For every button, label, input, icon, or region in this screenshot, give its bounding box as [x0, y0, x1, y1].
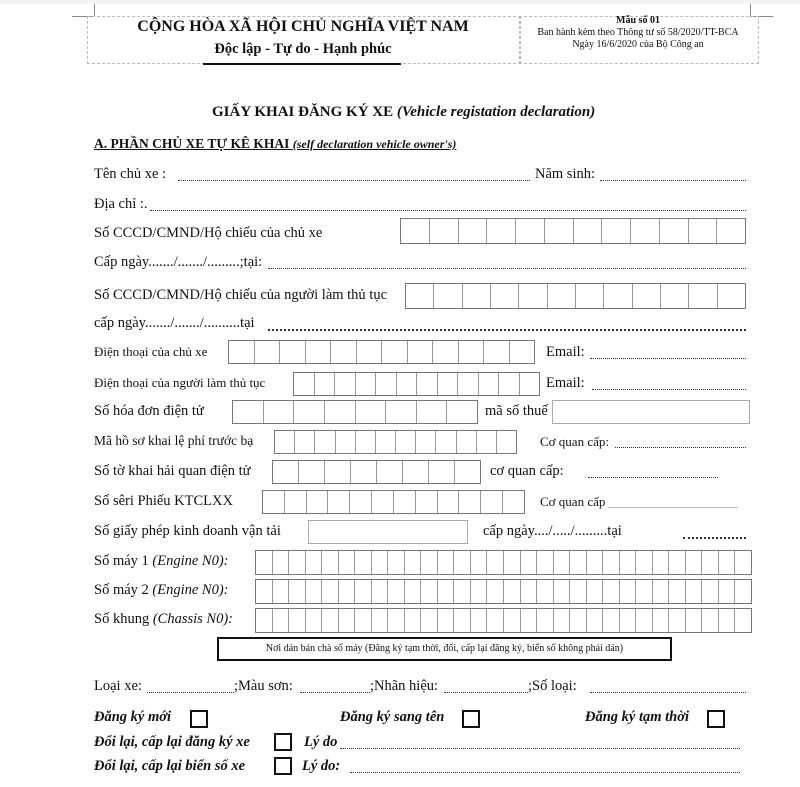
- digit-cell[interactable]: [669, 580, 686, 603]
- ktclxx-boxes[interactable]: [262, 490, 525, 514]
- ktclxx-label: Số sêri Phiếu KTCLXX: [94, 493, 233, 509]
- digit-cell[interactable]: [306, 609, 323, 632]
- digit-cell[interactable]: [382, 341, 408, 363]
- digit-cell[interactable]: [429, 461, 455, 483]
- customs-issuer-label: cơ quan cấp:: [490, 463, 564, 479]
- digit-cell[interactable]: [438, 580, 455, 603]
- digit-cell[interactable]: [471, 551, 488, 574]
- digit-cell[interactable]: [264, 401, 295, 423]
- digit-cell[interactable]: [294, 373, 315, 395]
- digit-cell[interactable]: [438, 373, 459, 395]
- digit-cell[interactable]: [686, 551, 703, 574]
- digit-cell[interactable]: [735, 551, 751, 574]
- digit-cell[interactable]: [457, 431, 477, 453]
- option-new-label: Đăng ký mới: [94, 709, 172, 725]
- engine1-label-en: (Engine N0):: [152, 553, 229, 569]
- fee-issuer-label: Cơ quan cấp:: [540, 434, 609, 449]
- digit-cell[interactable]: [386, 401, 417, 423]
- digit-cell[interactable]: [719, 580, 736, 603]
- digit-cell[interactable]: [602, 219, 631, 243]
- digit-cell[interactable]: [735, 580, 751, 603]
- digit-cell[interactable]: [273, 580, 290, 603]
- model-input[interactable]: [590, 692, 746, 693]
- form-title-vi: GIẤY KHAI ĐĂNG KÝ XE: [212, 104, 394, 120]
- e-invoice-boxes[interactable]: [232, 400, 478, 424]
- digit-cell[interactable]: [388, 609, 405, 632]
- digit-cell[interactable]: [686, 609, 703, 632]
- owner-name-input[interactable]: [178, 180, 530, 181]
- digit-cell[interactable]: [653, 609, 670, 632]
- digit-cell[interactable]: [516, 219, 545, 243]
- digit-cell[interactable]: [403, 461, 429, 483]
- digit-cell[interactable]: [408, 341, 434, 363]
- transport-license-input[interactable]: [308, 520, 468, 544]
- digit-cell[interactable]: [295, 431, 315, 453]
- owner-email-label: Email:: [546, 344, 585, 360]
- owner-name-label: Tên chủ xe :: [94, 166, 167, 182]
- digit-cell[interactable]: [719, 609, 736, 632]
- digit-cell[interactable]: [487, 219, 516, 243]
- agent-email-input[interactable]: [592, 389, 746, 390]
- digit-cell[interactable]: [356, 373, 377, 395]
- digit-cell[interactable]: [669, 609, 686, 632]
- owner-id-boxes[interactable]: [400, 218, 746, 244]
- digit-cell[interactable]: [339, 580, 356, 603]
- digit-cell[interactable]: [574, 219, 603, 243]
- customs-boxes[interactable]: [272, 460, 481, 484]
- fee-file-boxes[interactable]: [274, 430, 517, 454]
- digit-cell[interactable]: [273, 461, 299, 483]
- digit-cell[interactable]: [433, 341, 459, 363]
- digit-cell[interactable]: [416, 431, 436, 453]
- digit-cell[interactable]: [285, 491, 307, 513]
- digit-cell[interactable]: [717, 219, 745, 243]
- owner-phone-label: Điện thoại của chủ xe: [94, 344, 208, 359]
- digit-cell[interactable]: [322, 609, 339, 632]
- digit-cell[interactable]: [669, 551, 686, 574]
- digit-cell[interactable]: [702, 580, 719, 603]
- form-number: Mẫu số 01: [616, 15, 660, 26]
- digit-cell[interactable]: [702, 609, 719, 632]
- digit-cell[interactable]: [372, 580, 389, 603]
- digit-cell[interactable]: [372, 551, 389, 574]
- chassis-label-en: (Chassis N0):: [152, 611, 233, 627]
- agent-id-label: Số CCCD/CMND/Hộ chiếu của người làm thủ tục: [94, 287, 388, 303]
- agent-phone-boxes[interactable]: [293, 372, 540, 396]
- digit-cell[interactable]: [351, 461, 377, 483]
- digit-cell[interactable]: [603, 609, 620, 632]
- section-a-vi: A. PHẦN CHỦ XE TỰ KÊ KHAI: [94, 136, 290, 151]
- option-temporary-checkbox[interactable]: [707, 710, 725, 728]
- digit-cell[interactable]: [355, 551, 372, 574]
- digit-cell[interactable]: [421, 580, 438, 603]
- digit-cell[interactable]: [306, 551, 323, 574]
- digit-cell[interactable]: [405, 609, 422, 632]
- digit-cell[interactable]: [689, 284, 717, 308]
- tax-code-label: mã số thuế: [485, 403, 548, 419]
- digit-cell[interactable]: [273, 609, 290, 632]
- chassis-label-vi: Số khung: [94, 611, 150, 627]
- digit-cell[interactable]: [660, 219, 689, 243]
- digit-cell[interactable]: [718, 284, 745, 308]
- reason1-input[interactable]: [340, 748, 740, 749]
- motto: Độc lập - Tự do - Hạnh phúc: [214, 41, 392, 57]
- option-transfer-label: Đăng ký sang tên: [340, 709, 445, 725]
- digit-cell[interactable]: [587, 580, 604, 603]
- digit-cell[interactable]: [315, 431, 335, 453]
- digit-cell[interactable]: [331, 341, 357, 363]
- agent-id-issued-label: cấp ngày......./......./..........tại: [94, 315, 255, 331]
- digit-cell[interactable]: [406, 284, 434, 308]
- digit-cell[interactable]: [519, 284, 547, 308]
- chassis-boxes[interactable]: [255, 608, 752, 633]
- option-transfer-checkbox[interactable]: [462, 710, 480, 728]
- digit-cell[interactable]: [620, 551, 637, 574]
- digit-cell[interactable]: [377, 461, 403, 483]
- e-invoice-label: Số hóa đơn điện tử: [94, 403, 204, 419]
- digit-cell[interactable]: [417, 401, 448, 423]
- engine1-label-vi: Số máy 1: [94, 553, 149, 569]
- digit-cell[interactable]: [554, 609, 571, 632]
- digit-cell[interactable]: [587, 551, 604, 574]
- digit-cell[interactable]: [289, 551, 306, 574]
- digit-cell[interactable]: [510, 341, 535, 363]
- digit-cell[interactable]: [339, 551, 356, 574]
- agent-phone-label: Điện thoại của người làm thủ tục: [94, 375, 266, 390]
- digit-cell[interactable]: [504, 551, 521, 574]
- reason1-label: Lý do: [304, 734, 338, 750]
- digit-cell[interactable]: [416, 491, 438, 513]
- digit-cell[interactable]: [394, 491, 416, 513]
- digit-cell[interactable]: [554, 551, 571, 574]
- digit-cell[interactable]: [454, 609, 471, 632]
- digit-cell[interactable]: [325, 461, 351, 483]
- country-name: CỘNG HÒA XÃ HỘI CHỦ NGHĨA VIỆT NAM: [137, 18, 469, 35]
- digit-cell[interactable]: [372, 609, 389, 632]
- brand-input[interactable]: [444, 692, 528, 693]
- digit-cell[interactable]: [471, 609, 488, 632]
- digit-cell[interactable]: [294, 401, 325, 423]
- digit-cell[interactable]: [396, 431, 416, 453]
- digit-cell[interactable]: [471, 580, 488, 603]
- customs-issuer-input[interactable]: [588, 477, 718, 478]
- digit-cell[interactable]: [576, 284, 604, 308]
- digit-cell[interactable]: [521, 580, 538, 603]
- digit-cell[interactable]: [405, 551, 422, 574]
- vehicle-type-label: Loại xe:: [94, 678, 142, 694]
- digit-cell[interactable]: [491, 284, 519, 308]
- digit-cell[interactable]: [447, 401, 477, 423]
- digit-cell[interactable]: [339, 609, 356, 632]
- color-input[interactable]: [300, 692, 370, 693]
- agent-id-place-input[interactable]: [268, 329, 746, 331]
- digit-cell[interactable]: [438, 551, 455, 574]
- digit-cell[interactable]: [477, 431, 497, 453]
- color-label: ;Màu sơn:: [234, 678, 293, 694]
- birth-year-input[interactable]: [600, 180, 746, 181]
- digit-cell[interactable]: [521, 609, 538, 632]
- engine-rubbing-area: Nơi dán bản chà số máy (Đăng ký tạm thời, đổi, cấp lại đăng ký, biển số không phải dán): [217, 637, 672, 661]
- agent-id-boxes[interactable]: [405, 283, 746, 309]
- digit-cell[interactable]: [307, 491, 329, 513]
- digit-cell[interactable]: [459, 219, 488, 243]
- birth-year-label: Năm sinh:: [535, 166, 596, 182]
- digit-cell[interactable]: [548, 284, 576, 308]
- digit-cell[interactable]: [620, 609, 637, 632]
- digit-cell[interactable]: [458, 373, 479, 395]
- digit-cell[interactable]: [397, 373, 418, 395]
- digit-cell[interactable]: [376, 431, 396, 453]
- form-title-en: (Vehicle registation declaration): [396, 104, 596, 120]
- digit-cell[interactable]: [388, 551, 405, 574]
- digit-cell[interactable]: [438, 491, 460, 513]
- customs-label: Số tờ khai hải quan điện tử: [94, 463, 251, 479]
- digit-cell[interactable]: [499, 373, 520, 395]
- digit-cell[interactable]: [388, 580, 405, 603]
- engine2-boxes[interactable]: [255, 579, 752, 604]
- digit-cell[interactable]: [436, 431, 456, 453]
- digit-cell[interactable]: [459, 341, 485, 363]
- digit-cell[interactable]: [328, 491, 350, 513]
- digit-cell[interactable]: [487, 609, 504, 632]
- digit-cell[interactable]: [653, 580, 670, 603]
- digit-cell[interactable]: [356, 431, 376, 453]
- transport-license-label: Số giấy phép kinh doanh vận tải: [94, 523, 281, 539]
- digit-cell[interactable]: [306, 580, 323, 603]
- digit-cell[interactable]: [405, 580, 422, 603]
- digit-cell[interactable]: [636, 551, 653, 574]
- digit-cell[interactable]: [454, 580, 471, 603]
- transport-place-input[interactable]: [683, 537, 746, 539]
- digit-cell[interactable]: [570, 551, 587, 574]
- digit-cell[interactable]: [273, 551, 290, 574]
- digit-cell[interactable]: [636, 580, 653, 603]
- digit-cell[interactable]: [735, 609, 751, 632]
- ktclxx-issuer-input[interactable]: [608, 507, 738, 508]
- digit-cell[interactable]: [430, 219, 459, 243]
- digit-cell[interactable]: [537, 580, 554, 603]
- option-reissue-plate-label: Đổi lại, cấp lại biển số xe: [94, 758, 246, 774]
- digit-cell[interactable]: [653, 551, 670, 574]
- digit-cell[interactable]: [350, 491, 372, 513]
- digit-cell[interactable]: [633, 284, 661, 308]
- digit-cell[interactable]: [280, 341, 306, 363]
- digit-cell[interactable]: [336, 431, 356, 453]
- model-label: ;Số loại:: [528, 678, 577, 694]
- form-issued-by: Ban hành kèm theo Thông tư số 58/2020/TT-BCA: [537, 27, 739, 38]
- digit-cell[interactable]: [421, 551, 438, 574]
- digit-cell[interactable]: [299, 461, 325, 483]
- digit-cell[interactable]: [554, 580, 571, 603]
- tax-code-input[interactable]: [552, 400, 750, 424]
- digit-cell[interactable]: [484, 341, 510, 363]
- digit-cell[interactable]: [603, 580, 620, 603]
- digit-cell[interactable]: [479, 373, 500, 395]
- digit-cell[interactable]: [631, 219, 660, 243]
- form-title: [212, 104, 595, 121]
- digit-cell[interactable]: [459, 491, 481, 513]
- option-reissue-reg-label: Đổi lại, cấp lại đăng ký xe: [94, 734, 250, 750]
- digit-cell[interactable]: [233, 401, 264, 423]
- agent-email-label: Email:: [546, 375, 585, 391]
- chassis-label: [94, 611, 233, 628]
- digit-cell[interactable]: [455, 461, 480, 483]
- digit-cell[interactable]: [487, 580, 504, 603]
- digit-cell[interactable]: [289, 609, 306, 632]
- section-a-en: (self declaration vehicle owner's): [292, 137, 457, 151]
- digit-cell[interactable]: [570, 609, 587, 632]
- reason2-input[interactable]: [350, 772, 740, 773]
- motto-underline: [203, 63, 401, 65]
- engine2-label: [94, 582, 229, 599]
- digit-cell[interactable]: [275, 431, 295, 453]
- owner-id-label: Số CCCD/CMND/Hộ chiếu của chủ xe: [94, 225, 323, 241]
- owner-phone-boxes[interactable]: [228, 340, 535, 364]
- digit-cell[interactable]: [570, 580, 587, 603]
- engine1-label: [94, 553, 229, 570]
- brand-label: ;Nhãn hiệu:: [370, 678, 439, 694]
- digit-cell[interactable]: [372, 491, 394, 513]
- digit-cell[interactable]: [587, 609, 604, 632]
- address-input[interactable]: [150, 210, 746, 211]
- engine1-boxes[interactable]: [255, 550, 752, 575]
- digit-cell[interactable]: [335, 373, 356, 395]
- digit-cell[interactable]: [520, 373, 540, 395]
- digit-cell[interactable]: [256, 551, 273, 574]
- digit-cell[interactable]: [487, 551, 504, 574]
- digit-cell[interactable]: [255, 341, 281, 363]
- digit-cell[interactable]: [686, 580, 703, 603]
- digit-cell[interactable]: [401, 219, 430, 243]
- digit-cell[interactable]: [438, 609, 455, 632]
- digit-cell[interactable]: [263, 491, 285, 513]
- digit-cell[interactable]: [481, 491, 503, 513]
- digit-cell[interactable]: [421, 609, 438, 632]
- reason2-label: Lý do:: [302, 758, 341, 774]
- digit-cell[interactable]: [289, 580, 306, 603]
- fee-file-label: Mã hồ sơ khai lệ phí trước bạ: [94, 433, 254, 448]
- section-a-heading: [94, 136, 456, 152]
- digit-cell[interactable]: [417, 373, 438, 395]
- digit-cell[interactable]: [689, 219, 718, 243]
- digit-cell[interactable]: [256, 580, 273, 603]
- digit-cell[interactable]: [537, 551, 554, 574]
- digit-cell[interactable]: [356, 401, 387, 423]
- digit-cell[interactable]: [325, 401, 356, 423]
- digit-cell[interactable]: [636, 609, 653, 632]
- digit-cell[interactable]: [357, 341, 383, 363]
- digit-cell[interactable]: [521, 551, 538, 574]
- form-issued-date: Ngày 16/6/2020 của Bộ Công an: [572, 39, 704, 50]
- digit-cell[interactable]: [661, 284, 689, 308]
- owner-id-place-input[interactable]: [268, 268, 746, 269]
- digit-cell[interactable]: [322, 551, 339, 574]
- digit-cell[interactable]: [306, 341, 332, 363]
- digit-cell[interactable]: [434, 284, 462, 308]
- digit-cell[interactable]: [256, 609, 273, 632]
- digit-cell[interactable]: [604, 284, 632, 308]
- engine2-label-en: (Engine N0):: [152, 582, 229, 598]
- option-reissue-plate-checkbox[interactable]: [274, 757, 292, 775]
- digit-cell[interactable]: [603, 551, 620, 574]
- option-reissue-reg-checkbox[interactable]: [274, 733, 292, 751]
- digit-cell[interactable]: [355, 609, 372, 632]
- digit-cell[interactable]: [719, 551, 736, 574]
- vehicle-type-input[interactable]: [147, 692, 234, 693]
- viewer-top-bar: [0, 0, 800, 4]
- ktclxx-issuer-label: Cơ quan cấp: [540, 494, 606, 509]
- digit-cell[interactable]: [497, 431, 516, 453]
- digit-cell[interactable]: [463, 284, 491, 308]
- digit-cell[interactable]: [322, 580, 339, 603]
- digit-cell[interactable]: [620, 580, 637, 603]
- address-label: Địa chỉ :.: [94, 196, 148, 212]
- owner-id-issued-label: Cấp ngày......./......./.........;tại:: [94, 254, 263, 270]
- option-new-checkbox[interactable]: [190, 710, 208, 728]
- digit-cell[interactable]: [504, 580, 521, 603]
- digit-cell[interactable]: [545, 219, 574, 243]
- digit-cell[interactable]: [537, 609, 554, 632]
- owner-email-input[interactable]: [590, 358, 746, 359]
- transport-issued-label: cấp ngày..../...../.........tại: [483, 523, 622, 539]
- digit-cell[interactable]: [454, 551, 471, 574]
- fee-issuer-input[interactable]: [615, 447, 746, 448]
- digit-cell[interactable]: [702, 551, 719, 574]
- digit-cell[interactable]: [315, 373, 336, 395]
- engine2-label-vi: Số máy 2: [94, 582, 149, 598]
- digit-cell[interactable]: [503, 491, 524, 513]
- digit-cell[interactable]: [355, 580, 372, 603]
- digit-cell[interactable]: [504, 609, 521, 632]
- digit-cell[interactable]: [229, 341, 255, 363]
- digit-cell[interactable]: [376, 373, 397, 395]
- option-temporary-label: Đăng ký tạm thời: [585, 709, 690, 725]
